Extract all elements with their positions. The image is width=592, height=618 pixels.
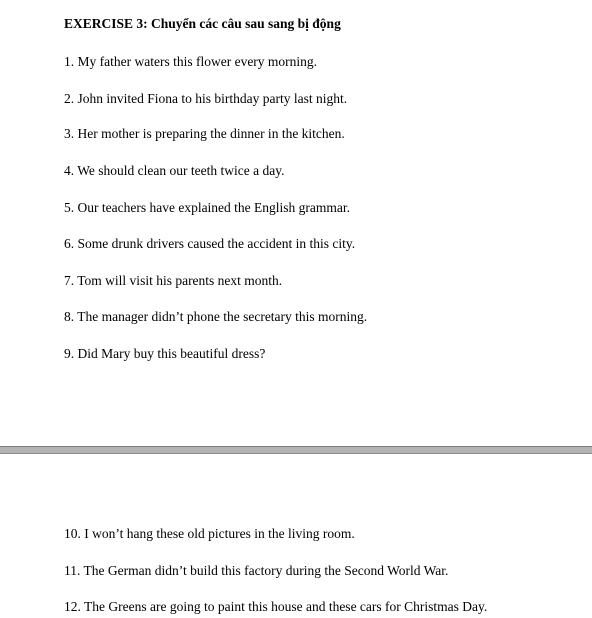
exercise-item-2: 2. John invited Fiona to his birthday party last night. <box>64 91 348 106</box>
exercise-item-4: 4. We should clean our teeth twice a day. <box>64 163 285 178</box>
exercise-item-5: 5. Our teachers have explained the English grammar. <box>64 200 351 215</box>
exercise-item-1: 1. My father waters this flower every morning. <box>64 54 318 69</box>
document-page-2 <box>0 454 592 618</box>
exercise-item-6: 6. Some drunk drivers caused the accident in this city. <box>64 236 356 251</box>
exercise-item-11: 11. The German didn’t build this factory during the Second World War. <box>64 563 449 578</box>
exercise-item-10: 10. I won’t hang these old pictures in the living room. <box>64 526 355 541</box>
exercise-item-9: 9. Did Mary buy this beautiful dress? <box>64 346 266 361</box>
exercise-item-8: 8. The manager didn’t phone the secretary this morning. <box>64 309 368 324</box>
page-break-separator <box>0 446 592 454</box>
exercise-item-3: 3. Her mother is preparing the dinner in the kitchen. <box>64 126 345 141</box>
exercise-heading: EXERCISE 3: Chuyển các câu sau sang bị động <box>64 16 341 31</box>
exercise-item-12: 12. The Greens are going to paint this house and these cars for Christmas Day. <box>64 599 488 614</box>
exercise-item-7: 7. Tom will visit his parents next month. <box>64 273 283 288</box>
